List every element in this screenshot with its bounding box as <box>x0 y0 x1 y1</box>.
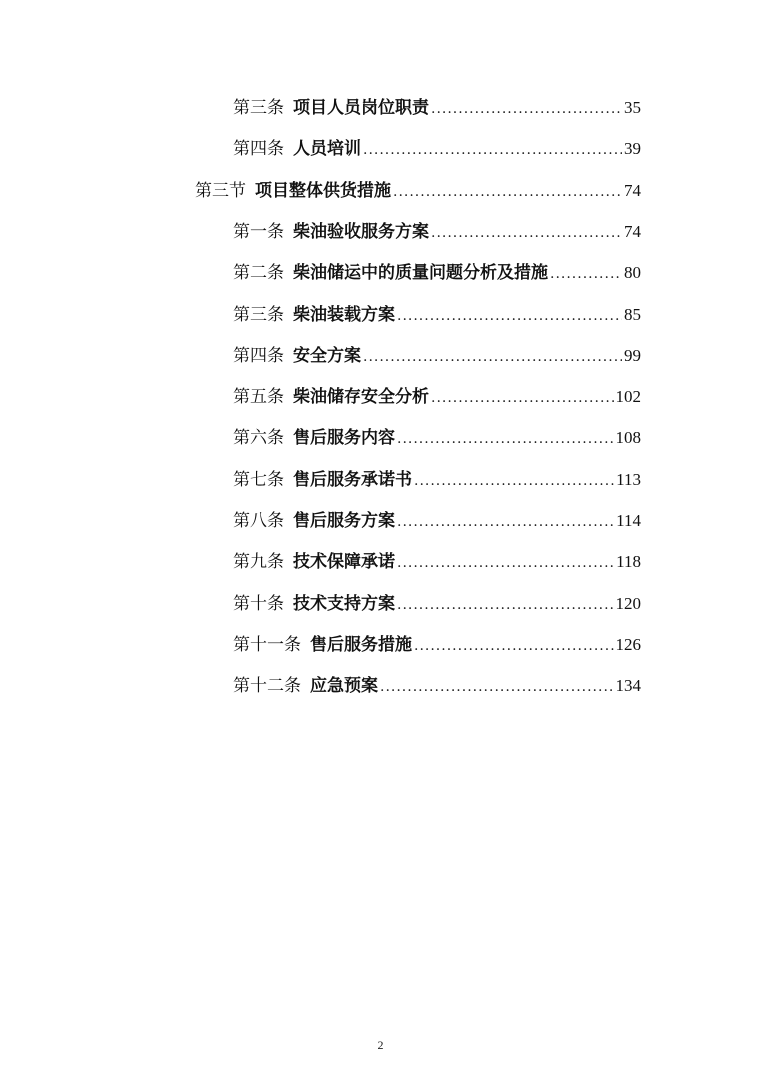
toc-entry-page-number: 118 <box>616 552 641 571</box>
toc-entry-label: 第三条 <box>233 305 284 325</box>
toc-entry-title: 售后服务措施 <box>310 635 412 655</box>
toc-dot-leader <box>380 675 614 699</box>
toc-entry[interactable] <box>233 261 641 285</box>
toc-dot-leader <box>431 386 614 410</box>
toc-entry-page-number: 113 <box>616 470 641 489</box>
toc-dot-leader <box>397 304 622 328</box>
toc-entry-label: 第一条 <box>233 222 284 242</box>
toc-dot-leader <box>431 97 622 121</box>
toc-entry-label: 第十条 <box>233 594 284 614</box>
toc-entry[interactable] <box>233 220 641 244</box>
toc-entry-title: 人员培训 <box>293 139 361 159</box>
toc-entry-title: 柴油储运中的质量问题分析及措施 <box>293 263 548 283</box>
toc-entry-label: 第七条 <box>233 470 284 490</box>
toc-entry-page-number: 99 <box>624 346 641 365</box>
toc-entry[interactable] <box>233 468 641 492</box>
toc-dot-leader <box>414 469 614 493</box>
toc-entry[interactable] <box>233 592 641 616</box>
toc-entry-page-number: 134 <box>615 676 641 695</box>
toc-entry-label: 第八条 <box>233 511 284 531</box>
toc-entry-title: 售后服务内容 <box>293 428 395 448</box>
toc-entry-page-number: 80 <box>624 263 641 282</box>
toc-entry-title: 技术支持方案 <box>293 594 395 614</box>
toc-entry-page-number: 85 <box>624 305 641 324</box>
toc-entry-label: 第四条 <box>233 139 284 159</box>
toc-dot-leader <box>397 593 614 617</box>
toc-entry[interactable] <box>233 550 641 574</box>
toc-entry-label: 第三节 <box>195 181 246 201</box>
toc-entry-page-number: 120 <box>615 594 641 613</box>
toc-dot-leader <box>550 262 622 286</box>
toc-entry[interactable] <box>233 96 641 120</box>
toc-entry-label: 第四条 <box>233 346 284 366</box>
toc-entry-label: 第二条 <box>233 263 284 283</box>
toc-entry[interactable] <box>233 426 641 450</box>
toc-dot-leader <box>363 138 622 162</box>
toc-entry-title: 售后服务承诺书 <box>293 470 412 490</box>
toc-entry-page-number: 102 <box>615 387 641 406</box>
toc-entry-title: 技术保障承诺 <box>293 552 395 572</box>
toc-entry-title: 售后服务方案 <box>293 511 395 531</box>
toc-entry-label: 第三条 <box>233 98 284 118</box>
toc-entry[interactable] <box>233 303 641 327</box>
toc-dot-leader <box>431 221 622 245</box>
toc-entry-page-number: 114 <box>616 511 641 530</box>
toc-dot-leader <box>414 634 614 658</box>
toc-entry-page-number: 108 <box>615 428 641 447</box>
toc-entry[interactable] <box>233 633 641 657</box>
toc-entry-title: 项目人员岗位职责 <box>293 98 429 118</box>
toc-entry-label: 第十一条 <box>233 635 301 655</box>
toc-entry-label: 第九条 <box>233 552 284 572</box>
toc-dot-leader <box>397 551 614 575</box>
toc-entry-page-number: 74 <box>624 222 641 241</box>
toc-entry-title: 柴油装载方案 <box>293 305 395 325</box>
toc-dot-leader <box>363 345 622 369</box>
toc-entry-page-number: 126 <box>615 635 641 654</box>
toc-entry-page-number: 39 <box>624 139 641 158</box>
toc-entry[interactable] <box>233 385 641 409</box>
toc-dot-leader <box>393 180 622 204</box>
toc-entry[interactable] <box>233 137 641 161</box>
toc-entry[interactable] <box>195 179 641 203</box>
toc-entry-title: 柴油储存安全分析 <box>293 387 429 407</box>
toc-entry-title: 安全方案 <box>293 346 361 366</box>
toc-entry-label: 第五条 <box>233 387 284 407</box>
toc-dot-leader <box>397 427 614 451</box>
toc-dot-leader <box>397 510 614 534</box>
toc-entry[interactable] <box>233 344 641 368</box>
toc-entry[interactable] <box>233 674 641 698</box>
toc-entry-page-number: 74 <box>624 181 641 200</box>
toc-entry[interactable] <box>233 509 641 533</box>
toc-entry-label: 第六条 <box>233 428 284 448</box>
toc-entry-page-number: 35 <box>624 98 641 117</box>
toc-entry-label: 第十二条 <box>233 676 301 696</box>
toc-entry-title: 柴油验收服务方案 <box>293 222 429 242</box>
toc-entry-title: 项目整体供货措施 <box>255 181 391 201</box>
toc-entry-title: 应急预案 <box>310 676 378 696</box>
page-number: 2 <box>377 1038 384 1052</box>
